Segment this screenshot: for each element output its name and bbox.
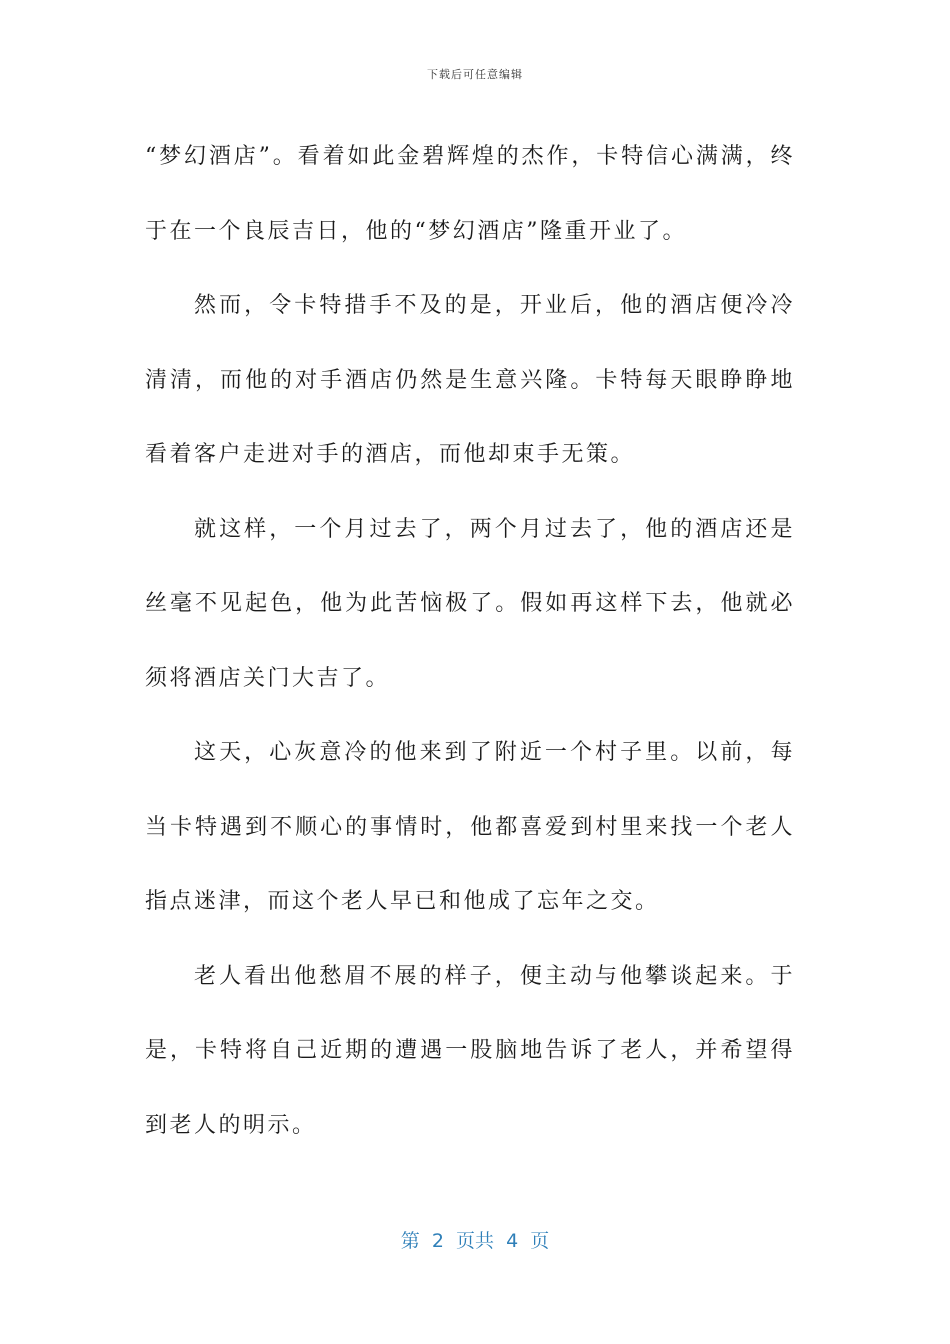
page-number-footer: 第 2 页共 4 页 [400,1230,550,1252]
paragraph-5: 老人看出他愁眉不展的样子，便主动与他攀谈起来。于是，卡特将自己近期的遭遇一股脑地告诉了老人，并希望得到老人的明示。 [145,963,795,1138]
paragraph-4: 这天，心灰意冷的他来到了附近一个村子里。以前，每当卡特遇到不顺心的事情时，他都喜爱到村里来找一个老人指点迷津，而这个老人早已和他成了忘年之交。 [145,740,795,914]
page-header: 下载后可任意编辑 [427,68,523,81]
paragraph-2: 然而，令卡特措手不及的是，开业后，他的酒店便冷冷清清，而他的对手酒店仍然是生意兴隆。卡特每天眼睁睁地看着客户走进对手的酒店，而他却束手无策。 [145,293,795,467]
paragraph-3: 就这样，一个月过去了，两个月过去了，他的酒店还是丝毫不见起色，他为此苦恼极了。假如再这样下去，他就必须将酒店关门大吉了。 [145,516,795,691]
document-body [145,120,795,1163]
paragraph-1: “梦幻酒店”。看着如此金碧辉煌的杰作，卡特信心满满，终于在一个良辰吉日，他的“梦幻酒店”隆重开业了。 [145,144,795,244]
